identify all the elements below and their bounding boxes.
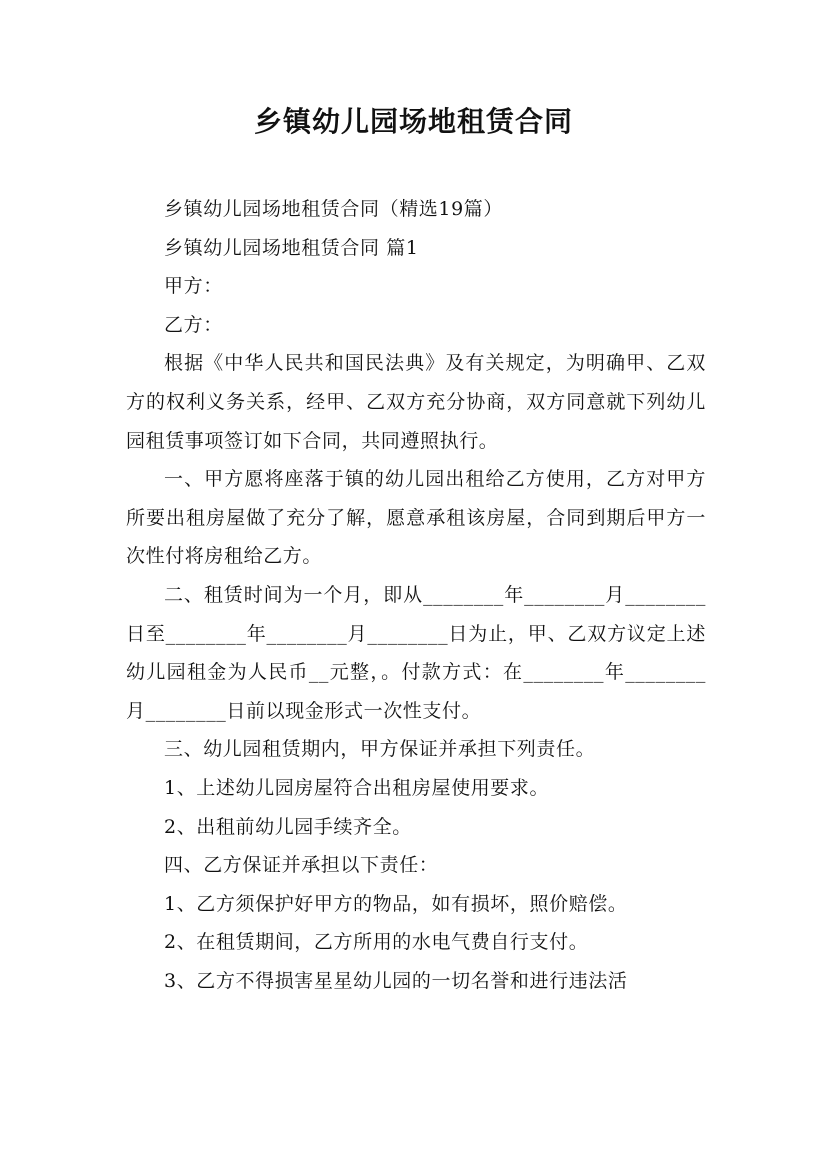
document-title: 乡镇幼儿园场地租赁合同 <box>253 105 573 138</box>
paragraph-party-b: 乙方： <box>164 313 223 336</box>
paragraph-preamble: 根据《中华人民共和国民法典》及有关规定，为明确甲、乙双方的权利义务关系，经甲、乙双方充分协商，双方同意就下列幼儿园租赁事项签订如下合同，共同遵照执行。 <box>126 352 706 452</box>
paragraph-subtitle: 乡镇幼儿园场地租赁合同（精选19篇） <box>164 198 503 220</box>
paragraph-clause-3-item-1: 1、上述幼儿园房屋符合出租房屋使用要求。 <box>164 776 550 799</box>
paragraph-clause-4-item-3: 3、乙方不得损害星星幼儿园的一切名誉和进行违法活 <box>164 969 628 992</box>
paragraph-clause-4-item-1: 1、乙方须保护好甲方的物品，如有损坏，照价赔偿。 <box>164 892 628 915</box>
document-body <box>126 190 706 1000</box>
paragraph-clause-3: 三、幼儿园租赁期内，甲方保证并承担下列责任。 <box>164 738 596 761</box>
paragraph-party-a: 甲方： <box>164 275 223 298</box>
paragraph-clause-3-item-2: 2、出租前幼儿园手续齐全。 <box>164 815 412 838</box>
paragraph-clause-1: 一、甲方愿将座落于镇的幼儿园出租给乙方使用，乙方对甲方所要出租房屋做了充分了解，愿意承租该房屋，合同到期后甲方一次性付将房租给乙方。 <box>126 468 706 568</box>
paragraph-section-heading: 乡镇幼儿园场地租赁合同 篇1 <box>164 236 419 259</box>
paragraph-clause-2: 二、租赁时间为一个月，即从________年________月________日至________年________月________日为止，甲、乙双方议定上述幼儿园租金为人民币__元整，。付款方式：在________年________月________日前以现金形式一次性支付。 <box>126 583 706 722</box>
paragraph-clause-4: 四、乙方保证并承担以下责任： <box>164 854 439 877</box>
paragraph-clause-4-item-2: 2、在租赁期间，乙方所用的水电气费自行支付。 <box>164 931 589 954</box>
